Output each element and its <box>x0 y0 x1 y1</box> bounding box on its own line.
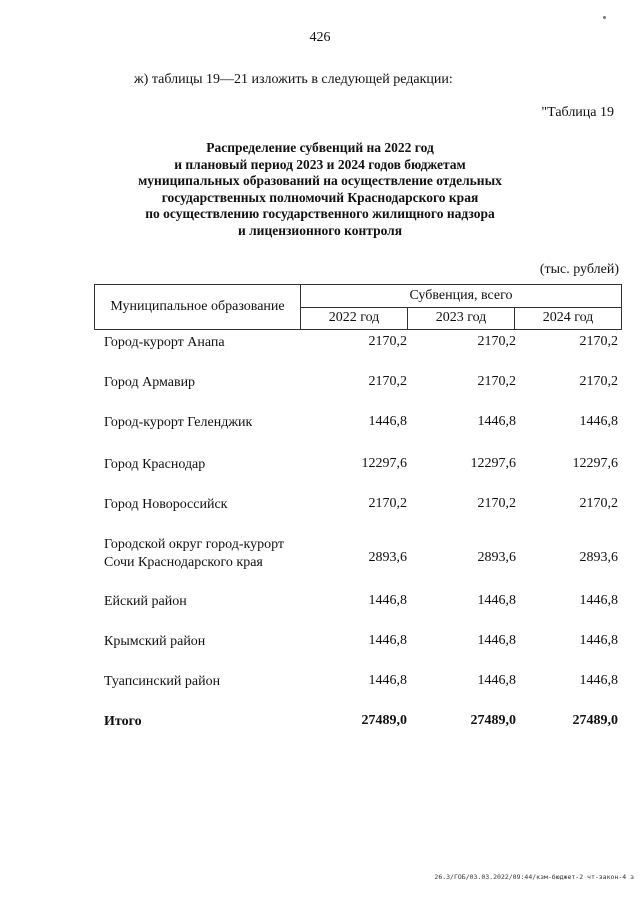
row-municipality: Город-курорт Геленджик <box>104 415 253 430</box>
row-municipality: Город Новороссийск <box>104 497 228 512</box>
row-municipality: Крымский район <box>104 634 206 649</box>
total-value-2023: 27489,0 <box>470 713 516 728</box>
row-value-2022: 2893,6 <box>368 550 407 565</box>
header-year-2023: 2023 год <box>408 307 515 330</box>
row-value-2023: 1446,8 <box>477 593 516 608</box>
row-value-2024: 2170,2 <box>579 374 618 389</box>
row-municipality: Город-курорт Анапа <box>104 335 225 350</box>
total-value-2022: 27489,0 <box>361 713 407 728</box>
page-number: 426 <box>309 30 331 45</box>
row-value-2023: 1446,8 <box>477 633 516 648</box>
header-municipality: Муниципальное образование <box>95 285 301 330</box>
header-year-2024: 2024 год <box>515 307 622 330</box>
row-municipality: Туапсинский район <box>104 674 221 689</box>
row-value-2024: 2170,2 <box>579 496 618 511</box>
row-value-2023: 2170,2 <box>477 334 516 349</box>
row-value-2024: 1446,8 <box>579 633 618 648</box>
row-value-2024: 2893,6 <box>579 550 618 565</box>
row-value-2023: 2170,2 <box>477 496 516 511</box>
units-label: (тыс. рублей) <box>539 262 619 277</box>
row-municipality: Город Армавир <box>104 375 196 390</box>
title-line: муниципальных образований на осуществление отдельных <box>138 173 502 188</box>
total-label: Итого <box>104 714 142 729</box>
title-line: государственных полномочий Краснодарского края <box>161 189 479 205</box>
header-subvention-total: Субвенция, всего <box>301 285 622 308</box>
row-value-2022: 12297,6 <box>361 456 407 471</box>
row-value-2024: 1446,8 <box>579 673 618 688</box>
total-value-2024: 27489,0 <box>572 713 618 728</box>
title-line: по осуществлению государственного жилищного надзора <box>145 206 495 221</box>
document-title <box>0 140 640 239</box>
row-value-2024: 1446,8 <box>579 414 618 429</box>
table-label: "Таблица 19 <box>541 105 614 120</box>
row-value-2022: 1446,8 <box>368 673 407 688</box>
header-year-2022: 2022 год <box>301 307 408 330</box>
row-value-2024: 2170,2 <box>579 334 618 349</box>
row-municipality: Ейский район <box>104 594 187 609</box>
row-value-2022: 1446,8 <box>368 593 407 608</box>
row-value-2022: 2170,2 <box>368 374 407 389</box>
row-value-2023: 1446,8 <box>477 414 516 429</box>
row-municipality <box>104 536 284 572</box>
footer-document-code: 26.3/ГОБ/03.03.2022/09:44/кзм-бюджет-2 чт-закон-4 з <box>434 873 634 881</box>
row-value-2023: 12297,6 <box>470 456 516 471</box>
row-value-2022: 1446,8 <box>368 633 407 648</box>
row-value-2022: 2170,2 <box>368 334 407 349</box>
title-line: и лицензионного контроля <box>237 222 403 238</box>
scan-dot <box>603 16 606 19</box>
row-value-2022: 2170,2 <box>368 496 407 511</box>
row-municipality: Город Краснодар <box>104 457 206 472</box>
title-line: Распределение субвенций на 2022 год <box>206 140 434 155</box>
intro-text: ж) таблицы 19—21 изложить в следующей редакции: <box>134 72 453 87</box>
row-municipality-line: Сочи Краснодарского края <box>104 555 263 570</box>
row-value-2024: 12297,6 <box>572 456 618 471</box>
row-value-2023: 2893,6 <box>477 550 516 565</box>
row-value-2023: 1446,8 <box>477 673 516 688</box>
table-header <box>94 284 622 330</box>
row-municipality-line: Городской округ город-курорт <box>104 537 285 552</box>
row-value-2024: 1446,8 <box>579 593 618 608</box>
row-value-2023: 2170,2 <box>477 374 516 389</box>
row-value-2022: 1446,8 <box>368 414 407 429</box>
title-line: и плановый период 2023 и 2024 годов бюджетам <box>174 156 466 172</box>
